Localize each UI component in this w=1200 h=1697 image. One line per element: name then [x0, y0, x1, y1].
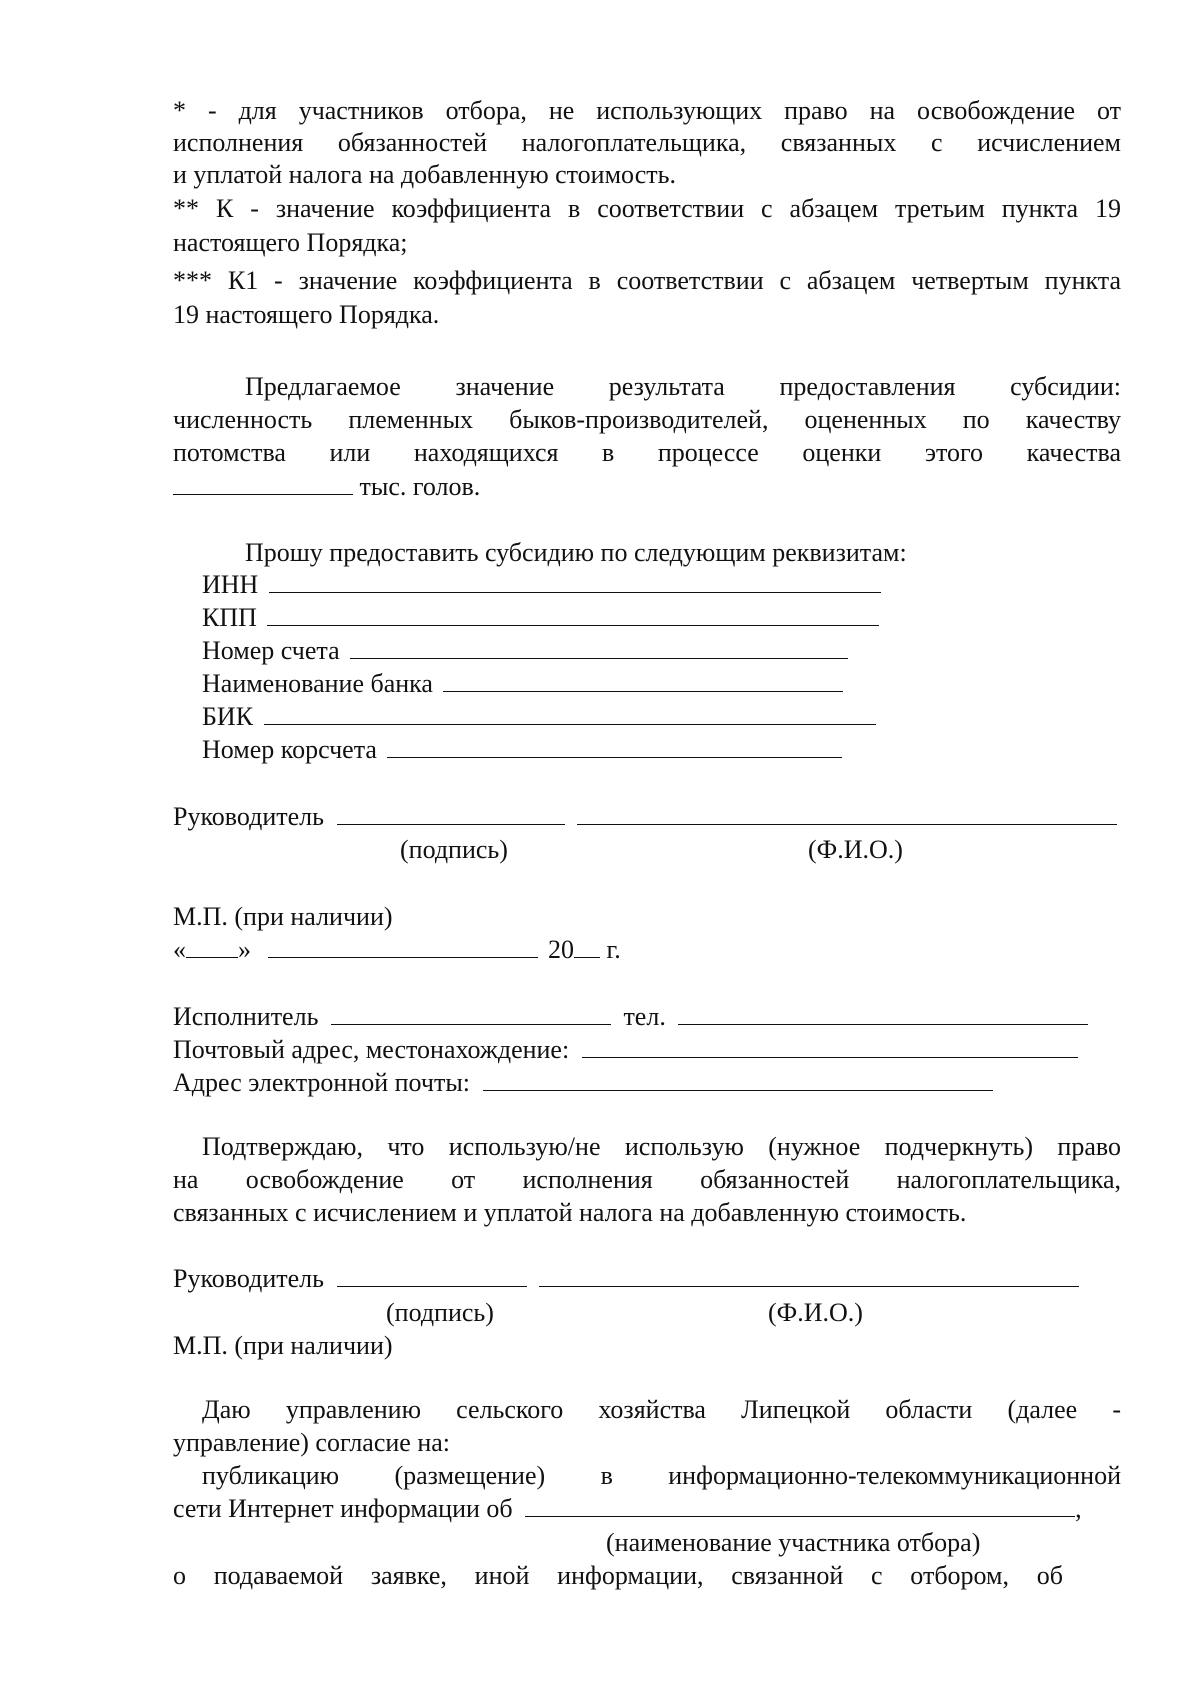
fio-field-1[interactable] [577, 800, 1117, 825]
corr-row [202, 733, 842, 766]
confirm-line-2: на освобождение от исполнения обязанностей налогоплательщика, [173, 1165, 1121, 1194]
fio-field-2[interactable] [539, 1262, 1079, 1287]
executor-label: Исполнитель [173, 1002, 319, 1031]
date-year-prefix: 20 [548, 935, 574, 964]
account-row [202, 634, 848, 667]
kpp-label: КПП [202, 603, 257, 632]
corr-field[interactable] [387, 733, 842, 758]
email-row [173, 1066, 993, 1099]
consent-line-4-comma: , [1075, 1494, 1082, 1523]
footnote-2-line-1: ** К - значение коэффициента в соответствии с абзацем третьим пункта 19 [173, 194, 1121, 223]
fio-caption-1: (Ф.И.О.) [808, 835, 903, 864]
date-close-quote: » [238, 935, 251, 964]
signature-field-2[interactable] [337, 1262, 527, 1287]
signature-row-2 [173, 1262, 1079, 1295]
kpp-field[interactable] [267, 601, 879, 626]
footnote-3-line-1: *** К1 - значение коэффициента в соответствии с абзацем четвертым пункта [173, 266, 1121, 295]
signature-row-1 [173, 800, 1117, 833]
head-label-2: Руководитель [173, 1264, 324, 1293]
date-month-field[interactable] [268, 933, 538, 958]
footnote-2-line-2: настоящего Порядка; [173, 228, 408, 257]
result-line-3: потомства или находящихся в процессе оценки этого качества [173, 438, 1121, 467]
bank-field[interactable] [443, 667, 843, 692]
footnote-1-line-2: исполнения обязанностей налогоплательщика, связанных с исчислением [173, 128, 1121, 157]
date-day-field[interactable] [186, 933, 238, 958]
result-value-blank[interactable] [173, 470, 353, 495]
consent-line-4 [173, 1492, 1082, 1525]
signature-field-1[interactable] [337, 800, 565, 825]
footnote-3-line-2: 19 настоящего Порядка. [173, 300, 440, 329]
corr-label: Номер корсчета [202, 735, 377, 764]
footnote-1-line-1: * - для участников отбора, не использующих право на освобождение от [173, 96, 1121, 125]
email-label: Адрес электронной почты: [173, 1068, 471, 1097]
date-row [173, 933, 621, 966]
consent-line-4-text: сети Интернет информации об [173, 1494, 513, 1523]
bank-label: Наименование банка [202, 669, 433, 698]
participant-name-caption: (наименование участника отбора) [606, 1528, 981, 1557]
email-field[interactable] [483, 1066, 993, 1091]
confirm-line-1: Подтверждаю, что использую/не использую (нужное подчеркнуть) право [202, 1132, 1121, 1161]
postal-label: Почтовый адрес, местонахождение: [173, 1035, 570, 1064]
account-label: Номер счета [202, 636, 340, 665]
inn-row [202, 568, 881, 601]
result-unit: тыс. голов. [359, 472, 481, 501]
result-line-2: численность племенных быков-производителей, оцененных по качеству [173, 405, 1121, 434]
date-open-quote: « [173, 935, 186, 964]
consent-line-1: Даю управлению сельского хозяйства Липецкой области (далее - [202, 1395, 1121, 1424]
inn-label: ИНН [202, 570, 259, 599]
postal-row [173, 1033, 1078, 1066]
requisites-intro: Прошу предоставить субсидию по следующим реквизитам: [245, 538, 907, 567]
consent-line-2: управление) согласие на: [173, 1428, 450, 1457]
postal-field[interactable] [582, 1033, 1078, 1058]
result-line-4 [173, 470, 480, 503]
result-line-1: Предлагаемое значение результата предоставления субсидии: [245, 372, 1121, 401]
date-year-suffix: г. [606, 935, 621, 964]
phone-field[interactable] [678, 1000, 1088, 1025]
bik-field[interactable] [264, 700, 876, 725]
bik-label: БИК [202, 702, 254, 731]
head-label-1: Руководитель [173, 802, 324, 831]
participant-name-field[interactable] [525, 1492, 1075, 1517]
bank-row [202, 667, 843, 700]
phone-label: тел. [623, 1002, 666, 1031]
footnote-1-line-3: и уплатой налога на добавленную стоимость. [173, 160, 676, 189]
signature-caption-1: (подпись) [400, 835, 508, 864]
bik-row [202, 700, 876, 733]
inn-field[interactable] [269, 568, 881, 593]
confirm-line-3: связанных с исчислением и уплатой налога на добавленную стоимость. [173, 1198, 967, 1227]
consent-line-3: публикацию (размещение) в информационно-телекоммуникационной [202, 1461, 1121, 1490]
stamp-note-2: М.П. (при наличии) [173, 1331, 393, 1360]
executor-field[interactable] [331, 1000, 611, 1025]
consent-line-5: о подаваемой заявке, иной информации, связанной с отбором, об [173, 1561, 1063, 1590]
executor-row [173, 1000, 1088, 1033]
date-year-field[interactable] [574, 933, 600, 958]
stamp-note-1: М.П. (при наличии) [173, 902, 393, 931]
signature-caption-2: (подпись) [386, 1298, 494, 1327]
account-field[interactable] [350, 634, 848, 659]
fio-caption-2: (Ф.И.О.) [768, 1298, 863, 1327]
kpp-row [202, 601, 879, 634]
